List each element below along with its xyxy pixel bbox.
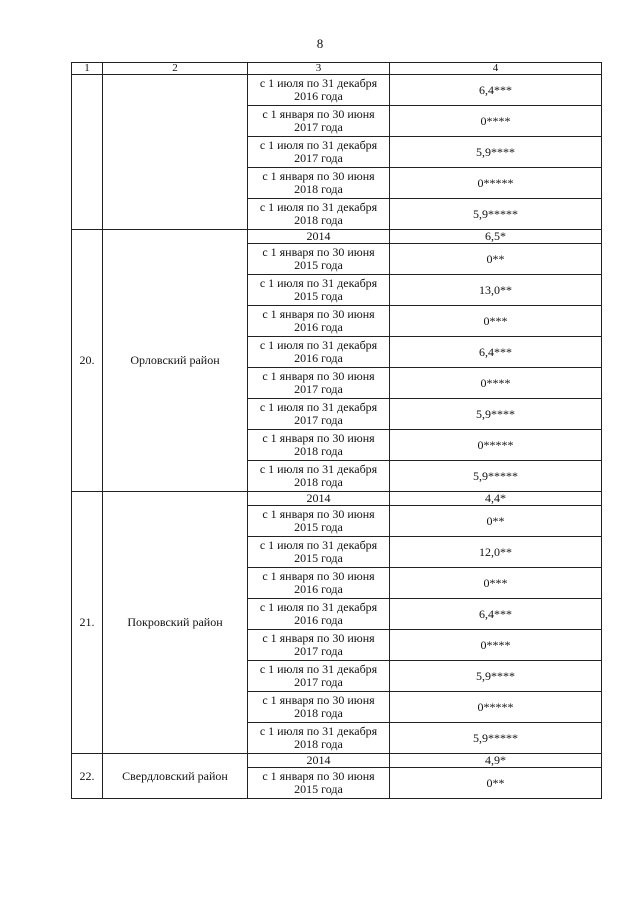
rate-value-cell: 4,4* bbox=[390, 492, 602, 506]
period-cell bbox=[248, 399, 390, 430]
period-line: 2014 bbox=[306, 753, 331, 767]
period-line: 2015 года bbox=[294, 520, 343, 534]
table-row bbox=[72, 230, 602, 244]
period-line: с 1 июля по 31 декабря bbox=[259, 662, 378, 676]
period-line: 2016 года bbox=[294, 89, 343, 103]
period-line: с 1 января по 30 июня bbox=[262, 631, 375, 645]
rate-value-cell: 5,9**** bbox=[390, 661, 602, 692]
period-line: 2017 года bbox=[294, 675, 343, 689]
header-col-4: 4 bbox=[390, 63, 602, 75]
row-number-cell: 22. bbox=[72, 754, 103, 799]
rate-value-cell: 0***** bbox=[390, 692, 602, 723]
period-line: 2017 года bbox=[294, 644, 343, 658]
period-line: 2015 года bbox=[294, 258, 343, 272]
period-line: 2016 года bbox=[294, 351, 343, 365]
period-line: с 1 июля по 31 декабря bbox=[259, 338, 378, 352]
table-row bbox=[72, 75, 602, 106]
rate-value-cell: 5,9***** bbox=[390, 723, 602, 754]
page-number: 8 bbox=[316, 36, 324, 51]
period-cell bbox=[248, 275, 390, 306]
period-line: с 1 января по 30 июня bbox=[262, 369, 375, 383]
rate-value-cell: 5,9***** bbox=[390, 199, 602, 230]
rate-value-cell: 0***** bbox=[390, 430, 602, 461]
period-line: с 1 января по 30 июня bbox=[262, 169, 375, 183]
period-line: 2016 года bbox=[294, 613, 343, 627]
period-cell bbox=[248, 137, 390, 168]
period-cell bbox=[248, 244, 390, 275]
period-cell bbox=[248, 106, 390, 137]
period-line: с 1 июля по 31 декабря bbox=[259, 138, 378, 152]
period-line: 2016 года bbox=[294, 320, 343, 334]
rate-value-cell: 0** bbox=[390, 768, 602, 799]
period-line: 2018 года bbox=[294, 737, 343, 751]
row-number-cell: 21. bbox=[72, 492, 103, 754]
rate-value-cell: 12,0** bbox=[390, 537, 602, 568]
period-line: 2018 года bbox=[294, 182, 343, 196]
period-line: с 1 января по 30 июня bbox=[262, 245, 375, 259]
period-line: с 1 июля по 31 декабря bbox=[259, 538, 378, 552]
period-line: с 1 января по 30 июня bbox=[262, 307, 375, 321]
period-cell bbox=[248, 230, 390, 244]
district-name-cell: Орловский район bbox=[103, 230, 248, 492]
period-cell bbox=[248, 568, 390, 599]
period-cell bbox=[248, 723, 390, 754]
period-line: с 1 января по 30 июня bbox=[262, 107, 375, 121]
period-line: с 1 января по 30 июня bbox=[262, 569, 375, 583]
rate-value-cell: 5,9***** bbox=[390, 461, 602, 492]
rate-value-cell: 0***** bbox=[390, 168, 602, 199]
period-cell bbox=[248, 630, 390, 661]
period-line: 2014 bbox=[306, 229, 331, 243]
period-cell bbox=[248, 75, 390, 106]
rate-value-cell: 4,9* bbox=[390, 754, 602, 768]
period-line: с 1 июля по 31 декабря bbox=[259, 600, 378, 614]
rate-value-cell: 6,4*** bbox=[390, 337, 602, 368]
rate-value-cell: 0*** bbox=[390, 568, 602, 599]
period-line: с 1 июля по 31 декабря bbox=[259, 724, 378, 738]
period-cell bbox=[248, 368, 390, 399]
period-line: с 1 января по 30 июня bbox=[262, 769, 375, 783]
period-cell bbox=[248, 430, 390, 461]
period-line: 2015 года bbox=[294, 551, 343, 565]
district-name-cell: Покровский район bbox=[103, 492, 248, 754]
period-line: 2017 года bbox=[294, 413, 343, 427]
row-number-cell: 20. bbox=[72, 230, 103, 492]
rates-table bbox=[71, 62, 602, 799]
period-line: 2018 года bbox=[294, 213, 343, 227]
period-line: 2016 года bbox=[294, 582, 343, 596]
row-number-cell bbox=[72, 75, 103, 230]
district-name-cell: Свердловский район bbox=[103, 754, 248, 799]
period-cell bbox=[248, 461, 390, 492]
period-line: с 1 июля по 31 декабря bbox=[259, 400, 378, 414]
period-line: 2018 года bbox=[294, 475, 343, 489]
header-col-2: 2 bbox=[103, 63, 248, 75]
period-line: с 1 января по 30 июня bbox=[262, 693, 375, 707]
table-header-row bbox=[72, 63, 602, 75]
period-cell bbox=[248, 692, 390, 723]
period-cell bbox=[248, 506, 390, 537]
period-line: 2015 года bbox=[294, 782, 343, 796]
period-cell bbox=[248, 537, 390, 568]
period-cell bbox=[248, 199, 390, 230]
period-cell bbox=[248, 306, 390, 337]
period-cell bbox=[248, 337, 390, 368]
rate-value-cell: 6,4*** bbox=[390, 599, 602, 630]
period-line: 2015 года bbox=[294, 289, 343, 303]
period-line: 2017 года bbox=[294, 151, 343, 165]
period-line: 2014 bbox=[306, 491, 331, 505]
period-line: с 1 января по 30 июня bbox=[262, 431, 375, 445]
period-cell bbox=[248, 492, 390, 506]
rate-value-cell: 0**** bbox=[390, 368, 602, 399]
header-col-1: 1 bbox=[72, 63, 103, 75]
period-line: с 1 июля по 31 декабря bbox=[259, 76, 378, 90]
period-cell bbox=[248, 661, 390, 692]
rate-value-cell: 5,9**** bbox=[390, 399, 602, 430]
header-col-3: 3 bbox=[248, 63, 390, 75]
rate-value-cell: 0*** bbox=[390, 306, 602, 337]
period-cell bbox=[248, 768, 390, 799]
rate-value-cell: 0**** bbox=[390, 630, 602, 661]
period-line: с 1 июля по 31 декабря bbox=[259, 276, 378, 290]
period-cell bbox=[248, 168, 390, 199]
period-line: 2018 года bbox=[294, 706, 343, 720]
rate-value-cell: 5,9**** bbox=[390, 137, 602, 168]
period-line: с 1 января по 30 июня bbox=[262, 507, 375, 521]
rate-value-cell: 6,4*** bbox=[390, 75, 602, 106]
period-line: 2018 года bbox=[294, 444, 343, 458]
period-cell bbox=[248, 599, 390, 630]
rate-value-cell: 0** bbox=[390, 506, 602, 537]
district-name-cell bbox=[103, 75, 248, 230]
table-row bbox=[72, 492, 602, 506]
rate-value-cell: 0**** bbox=[390, 106, 602, 137]
rate-value-cell: 13,0** bbox=[390, 275, 602, 306]
period-line: 2017 года bbox=[294, 382, 343, 396]
period-cell bbox=[248, 754, 390, 768]
period-line: 2017 года bbox=[294, 120, 343, 134]
rate-value-cell: 6,5* bbox=[390, 230, 602, 244]
period-line: с 1 июля по 31 декабря bbox=[259, 462, 378, 476]
table-row bbox=[72, 754, 602, 768]
period-line: с 1 июля по 31 декабря bbox=[259, 200, 378, 214]
rate-value-cell: 0** bbox=[390, 244, 602, 275]
